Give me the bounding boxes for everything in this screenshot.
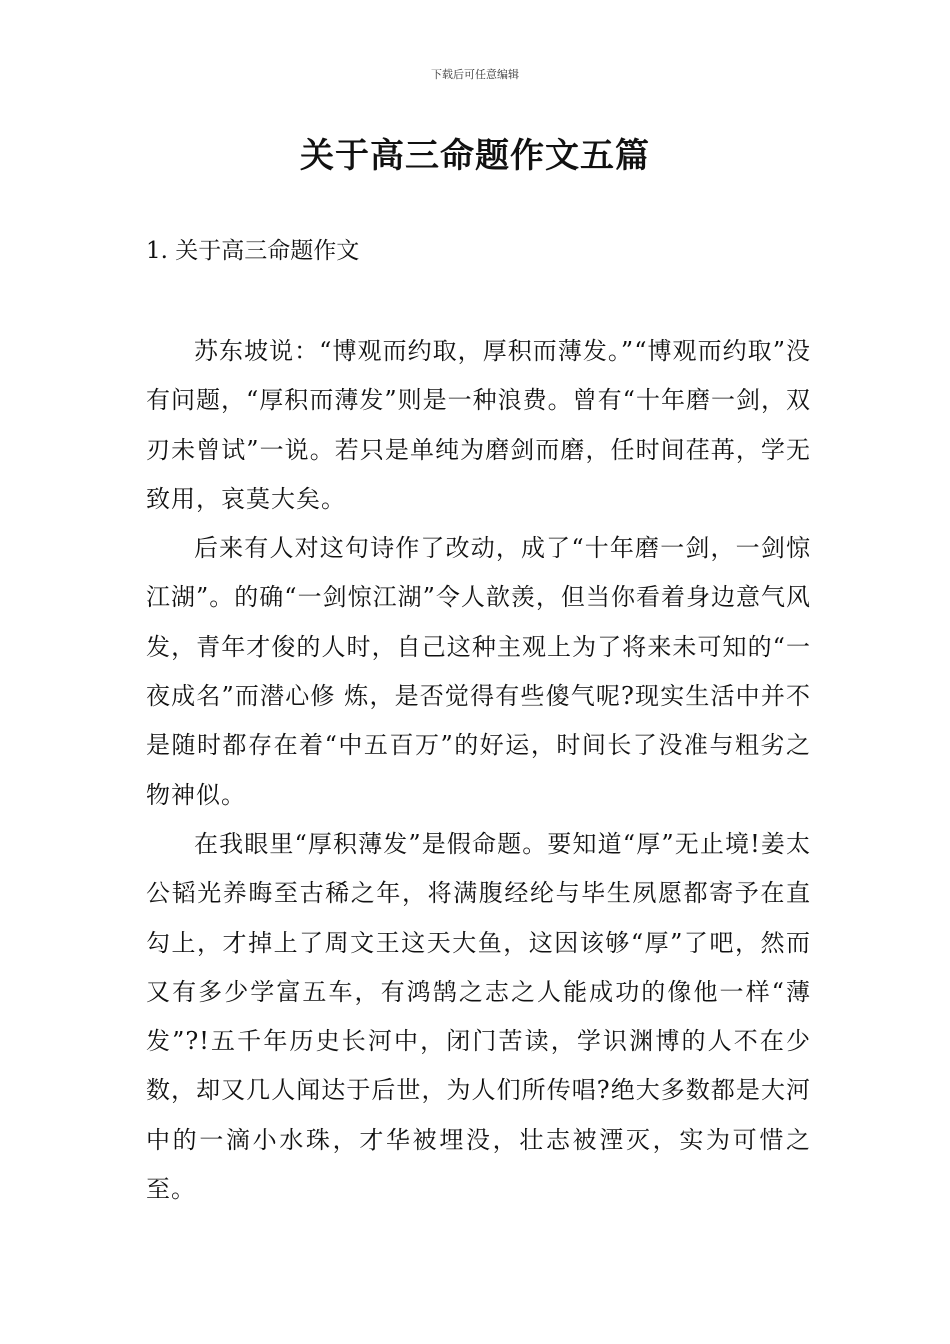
document-body xyxy=(146,327,811,1214)
paragraph-2: 后来有人对这句诗作了改动，成了“十年磨一剑，一剑惊江湖”。的确“一剑惊江湖”令人歆羡，但当你看着身边意气风发，青年才俊的人时，自己这种主观上为了将来未可知的“一夜成名”而潜心修 炼，是否觉得有些傻气呢?现实生活中并不是随时都存在着“中五百万”的好运，时间长了没准与粗劣之物神似。 xyxy=(146,534,811,809)
section-heading: 1. 关于高三命题作文 xyxy=(146,238,360,264)
document-title: 关于高三命题作文五篇 xyxy=(300,136,650,176)
paragraph-1: 苏东坡说：“博观而约取，厚积而薄发。”“博观而约取”没有问题，“厚积而薄发”则是一种浪费。曾有“十年磨一剑，双刃未曾试”一说。若只是单纯为磨剑而磨，任时间荏苒，学无致用，哀莫大矣。 xyxy=(146,337,811,513)
header-note: 下载后可任意编辑 xyxy=(431,68,519,81)
paragraph-3: 在我眼里“厚积薄发”是假命题。要知道“厚”无止境!姜太公韬光养晦至古稀之年，将满腹经纶与毕生夙愿都寄予在直勾上，才掉上了周文王这天大鱼，这因该够“厚”了吧，然而又有多少学富五车，有鸿鹄之志之人能成功的像他一样“薄发”?!五千年历史长河中，闭门苦读，学识渊博的人不在少数，却又几人闻达于后世，为人们所传唱?绝大多数都是大河中的一滴小水珠，才华被埋没，壮志被湮灭，实为可惜之至。 xyxy=(146,829,811,1204)
